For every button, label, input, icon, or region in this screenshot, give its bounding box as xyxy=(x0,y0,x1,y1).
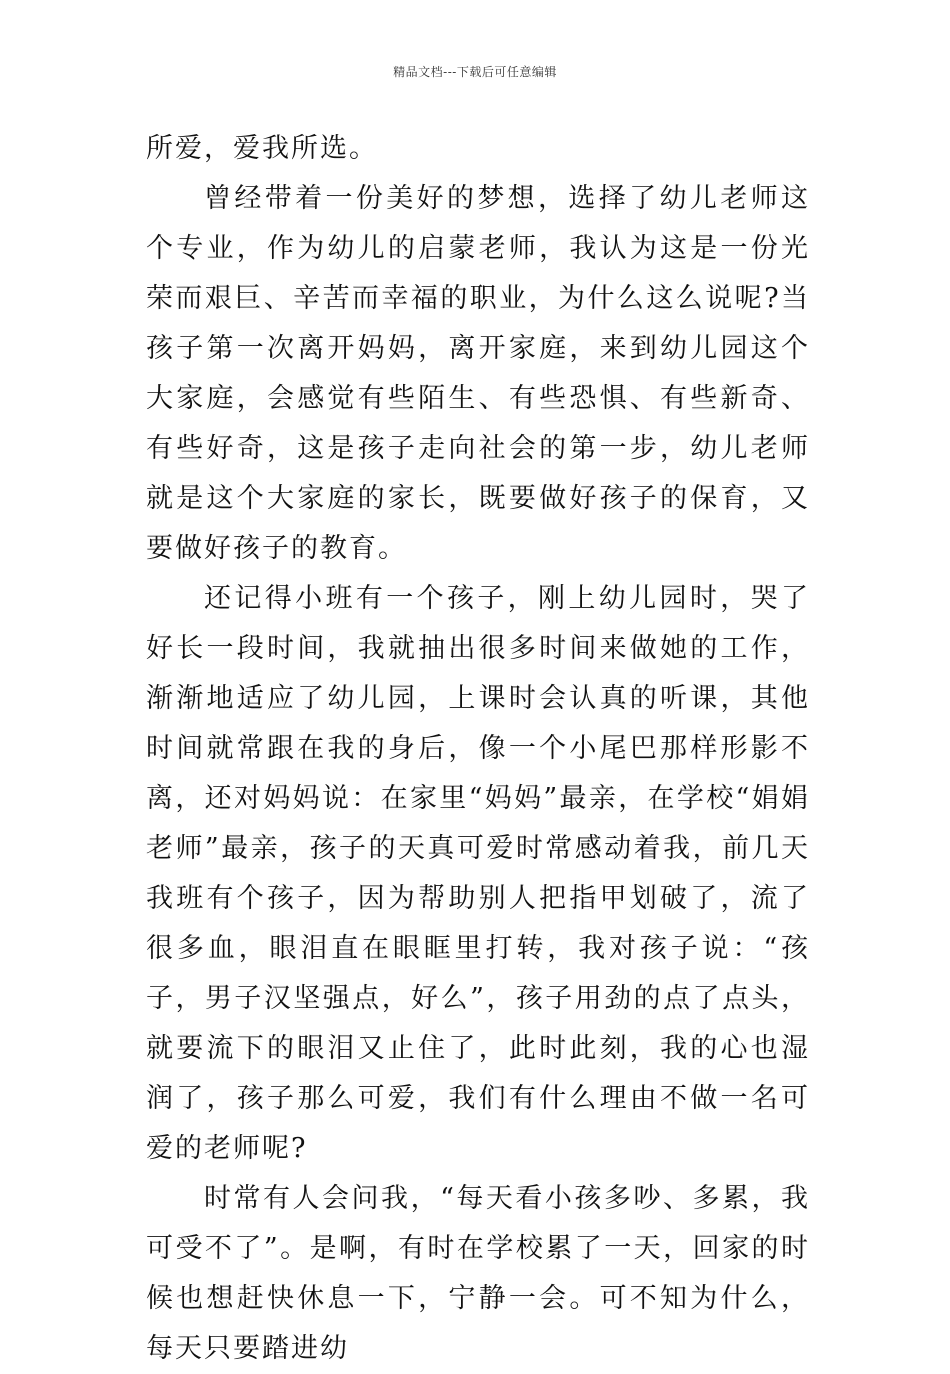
paragraph-1: 所爱，爱我所选。 xyxy=(146,133,378,164)
page-header: 精品文档---下载后可任意编辑 xyxy=(393,65,557,79)
paragraph-2: 曾经带着一份美好的梦想，选择了幼儿老师这个专业，作为幼儿的启蒙老师，我认为这是一份光荣而艰巨、辛苦而幸福的职业，为什么这么说呢?当孩子第一次离开妈妈，离开家庭，来到幼儿园这个大家庭，会感觉有些陌生、有些恐惧、有些新奇、有些好奇，这是孩子走向社会的第一步，幼儿老师就是这个大家庭的家长，既要做好孩子的保育，又要做好孩子的教育。 xyxy=(146,183,810,564)
document-body xyxy=(146,124,810,1374)
paragraph-3: 还记得小班有一个孩子，刚上幼儿园时，哭了好长一段时间，我就抽出很多时间来做她的工作，渐渐地适应了幼儿园，上课时会认真的听课，其他时间就常跟在我的身后，像一个小尾巴那样形影不离，还对妈妈说：在家里“妈妈”最亲，在学校“娟娟老师”最亲，孩子的天真可爱时常感动着我，前几天我班有个孩子，因为帮助别人把指甲划破了，流了很多血，眼泪直在眼眶里打转，我对孩子说：“孩子，男子汉坚强点，好么”，孩子用劲的点了点头，就要流下的眼泪又止住了，此时此刻，我的心也湿润了，孩子那么可爱，我们有什么理由不做一名可爱的老师呢? xyxy=(146,583,810,1164)
paragraph-4: 时常有人会问我，“每天看小孩多吵、多累，我可受不了”。是啊，有时在学校累了一天，回家的时候也想赶快休息一下，宁静一会。可不知为什么，每天只要踏进幼 xyxy=(146,1183,810,1364)
